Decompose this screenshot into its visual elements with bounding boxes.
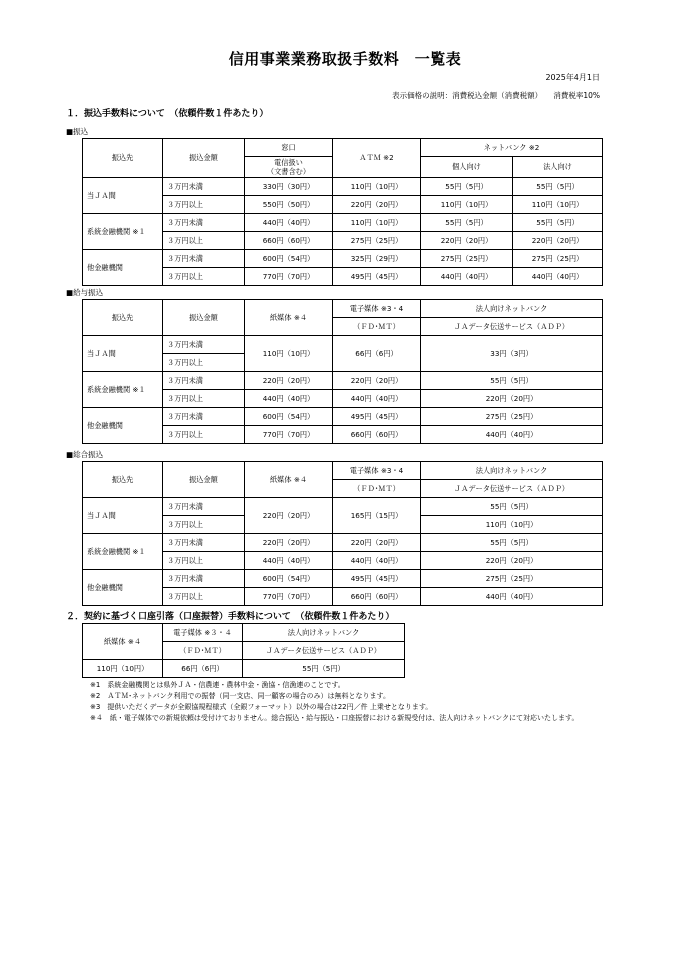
table-row — [83, 178, 603, 196]
fee-cell: 220円（20円） — [245, 534, 333, 552]
footnote-1: ※1 系統金融機関とは県外ＪＡ・信農連・農林中金・漁協・信漁連のことです。 — [90, 681, 345, 689]
header-dest: 振込先 — [83, 462, 163, 498]
fee-cell: 55円（5円） — [513, 178, 603, 196]
fee-cell: 440円（40円） — [333, 390, 421, 408]
account-debit-table — [82, 623, 405, 678]
fee-cell: 220円（20円） — [421, 232, 513, 250]
amount-cell: ３万円以上 — [163, 354, 245, 372]
amount-cell: ３万円以上 — [163, 196, 245, 214]
header-corpnet-sub: ＪＡデータ伝送サービス（ＡＤＰ） — [421, 318, 603, 336]
fee-cell: 275円（25円） — [421, 250, 513, 268]
fee-cell: 55円（5円） — [421, 178, 513, 196]
fee-cell: 55円（5円） — [421, 372, 603, 390]
header-personal: 個人向け — [421, 157, 513, 178]
amount-cell: ３万円未満 — [163, 372, 245, 390]
amount-cell: ３万円未満 — [163, 498, 245, 516]
fee-cell: 220円（20円） — [421, 552, 603, 570]
fee-cell: 495円（45円） — [333, 408, 421, 426]
fee-cell: 220円（20円） — [245, 498, 333, 534]
fee-cell: 33円（3円） — [421, 336, 603, 372]
amount-cell: ３万円以上 — [163, 426, 245, 444]
dest-cell: 系統金融機関 ※１ — [83, 372, 163, 408]
dest-cell: 他金融機関 — [83, 250, 163, 286]
window-sub-1: 電信扱い — [274, 158, 303, 167]
fee-cell: 110円（10円） — [513, 196, 603, 214]
fee-cell: 770円（70円） — [245, 268, 333, 286]
header-corpnet-sub: ＪＡデータ伝送サービス（ＡＤＰ） — [421, 480, 603, 498]
page-title: 信用事業業務取扱手数料 一覧表 — [228, 50, 462, 68]
fee-cell: 220円（20円） — [245, 372, 333, 390]
footnote-4: ※４ 紙・電子媒体での新規依頼は受付けておりません。総合振込・給与振込・口座振替における新規受付は、法人向けネットバンクにて対応いたします。 — [90, 714, 579, 722]
fee-cell: 55円（5円） — [421, 534, 603, 552]
fee-cell: 55円（5円） — [421, 214, 513, 232]
dest-cell: 他金融機関 — [83, 570, 163, 606]
salary-transfer-table — [82, 299, 603, 444]
amount-cell: ３万円未満 — [163, 534, 245, 552]
fee-cell: 440円（40円） — [245, 552, 333, 570]
fee-cell: 275円（25円） — [421, 408, 603, 426]
fee-cell: 110円（10円） — [83, 660, 163, 678]
dest-cell: 系統金融機関 ※１ — [83, 534, 163, 570]
salary-transfer-label: ■給与振込 — [66, 288, 104, 297]
header-window-sub — [245, 157, 333, 178]
fee-cell: 440円（40円） — [421, 588, 603, 606]
fee-cell: 110円（10円） — [421, 516, 603, 534]
header-amount: 振込金額 — [163, 300, 245, 336]
fee-cell: 220円（20円） — [421, 390, 603, 408]
fee-cell: 220円（20円） — [333, 372, 421, 390]
fee-cell: 440円（40円） — [421, 268, 513, 286]
header-corpnet: 法人向けネットバンク — [243, 624, 405, 642]
fee-cell: 165円（15円） — [333, 498, 421, 534]
fee-cell: 440円（40円） — [245, 214, 333, 232]
fee-cell: 495円（45円） — [333, 268, 421, 286]
fee-cell: 220円（20円） — [333, 196, 421, 214]
fee-cell: 770円（70円） — [245, 426, 333, 444]
amount-cell: ３万円以上 — [163, 268, 245, 286]
fee-cell: 110円（10円） — [333, 178, 421, 196]
dest-cell: 当ＪＡ間 — [83, 336, 163, 372]
fee-cell: 550円（50円） — [245, 196, 333, 214]
price-note: 表示価格の説明：消費税込金額（消費税額） 消費税率10% — [392, 91, 600, 100]
header-paper: 紙媒体 ※４ — [245, 300, 333, 336]
table-row — [83, 534, 603, 552]
header-corpnet: 法人向けネットバンク — [421, 300, 603, 318]
transfer-label: ■振込 — [66, 127, 89, 136]
fee-cell: 110円（10円） — [245, 336, 333, 372]
section-2-heading: ２．契約に基づく口座引落（口座振替）手数料について （依頼件数１件あたり） — [66, 612, 395, 622]
section-1-heading: １．振込手数料について （依頼件数１件あたり） — [66, 109, 269, 119]
fee-cell: 770円（70円） — [245, 588, 333, 606]
fee-cell: 66円（6円） — [163, 660, 243, 678]
fee-cell: 660円（60円） — [333, 588, 421, 606]
header-elec: 電子媒体 ※３・４ — [163, 624, 243, 642]
table-row — [83, 214, 603, 232]
fee-cell: 440円（40円） — [333, 552, 421, 570]
header-corpnet: 法人向けネットバンク — [421, 462, 603, 480]
header-paper: 紙媒体 ※４ — [83, 624, 163, 660]
fee-cell: 275円（25円） — [513, 250, 603, 268]
fee-cell: 55円（5円） — [513, 214, 603, 232]
fee-cell: 440円（40円） — [421, 426, 603, 444]
issue-date: 2025年4月1日 — [545, 73, 600, 82]
amount-cell: ３万円未満 — [163, 408, 245, 426]
fee-cell: 495円（45円） — [333, 570, 421, 588]
amount-cell: ３万円未満 — [163, 214, 245, 232]
header-paper: 紙媒体 ※４ — [245, 462, 333, 498]
dest-cell: 当ＪＡ間 — [83, 178, 163, 214]
table-row — [83, 250, 603, 268]
table-row — [83, 660, 405, 678]
header-netbank: ネットバンク ※2 — [421, 139, 603, 157]
table-row — [83, 372, 603, 390]
fee-cell: 110円（10円） — [333, 214, 421, 232]
header-elec-sub: （ＦＤ･ＭＴ） — [333, 318, 421, 336]
header-atm: ＡＴＭ ※2 — [333, 139, 421, 178]
table-row — [83, 336, 603, 354]
header-dest: 振込先 — [83, 300, 163, 336]
footnote-3: ※3 提供いただくデータが全銀協規程様式（全銀フォーマット）以外の場合は22円／件 上乗せとなります。 — [90, 703, 433, 711]
amount-cell: ３万円以上 — [163, 588, 245, 606]
header-dest: 振込先 — [83, 139, 163, 178]
fee-cell: 330円（30円） — [245, 178, 333, 196]
fee-cell: 660円（60円） — [245, 232, 333, 250]
fee-cell: 55円（5円） — [421, 498, 603, 516]
fee-cell: 600円（54円） — [245, 570, 333, 588]
fee-cell: 110円（10円） — [421, 196, 513, 214]
amount-cell: ３万円未満 — [163, 178, 245, 196]
amount-cell: ３万円未満 — [163, 336, 245, 354]
fee-cell: 220円（20円） — [333, 534, 421, 552]
fee-cell: 275円（25円） — [421, 570, 603, 588]
table-row — [83, 498, 603, 516]
fee-cell: 660円（60円） — [333, 426, 421, 444]
window-sub-2: （文書含む） — [266, 167, 311, 176]
fee-cell: 55円（5円） — [243, 660, 405, 678]
amount-cell: ３万円以上 — [163, 552, 245, 570]
table-row — [83, 570, 603, 588]
header-elec: 電子媒体 ※3・4 — [333, 462, 421, 480]
header-amount: 振込金額 — [163, 139, 245, 178]
header-elec: 電子媒体 ※3・4 — [333, 300, 421, 318]
header-window: 窓口 — [245, 139, 333, 157]
amount-cell: ３万円未満 — [163, 250, 245, 268]
fee-cell: 600円（54円） — [245, 408, 333, 426]
transfer-fee-table — [82, 138, 603, 286]
dest-cell: 当ＪＡ間 — [83, 498, 163, 534]
dest-cell: 他金融機関 — [83, 408, 163, 444]
footnote-2: ※2 ＡＴＭ･ネットバンク利用での振替（同一支店、同一顧客の場合のみ）は無料となります。 — [90, 692, 390, 700]
header-corpnet-sub: ＪＡデータ伝送サービス（ＡＤＰ） — [243, 642, 405, 660]
dest-cell: 系統金融機関 ※１ — [83, 214, 163, 250]
fee-cell: 66円（6円） — [333, 336, 421, 372]
fee-cell: 325円（29円） — [333, 250, 421, 268]
general-transfer-table — [82, 461, 603, 606]
amount-cell: ３万円以上 — [163, 390, 245, 408]
fee-cell: 440円（40円） — [245, 390, 333, 408]
table-row — [83, 408, 603, 426]
fee-cell: 440円（40円） — [513, 268, 603, 286]
header-corp: 法人向け — [513, 157, 603, 178]
amount-cell: ３万円以上 — [163, 232, 245, 250]
header-elec-sub: （ＦＤ･ＭＴ） — [163, 642, 243, 660]
fee-cell: 275円（25円） — [333, 232, 421, 250]
amount-cell: ３万円以上 — [163, 516, 245, 534]
general-transfer-label: ■総合振込 — [66, 450, 104, 459]
fee-cell: 600円（54円） — [245, 250, 333, 268]
amount-cell: ３万円未満 — [163, 570, 245, 588]
header-amount: 振込金額 — [163, 462, 245, 498]
fee-cell: 220円（20円） — [513, 232, 603, 250]
header-elec-sub: （ＦＤ･ＭＴ） — [333, 480, 421, 498]
